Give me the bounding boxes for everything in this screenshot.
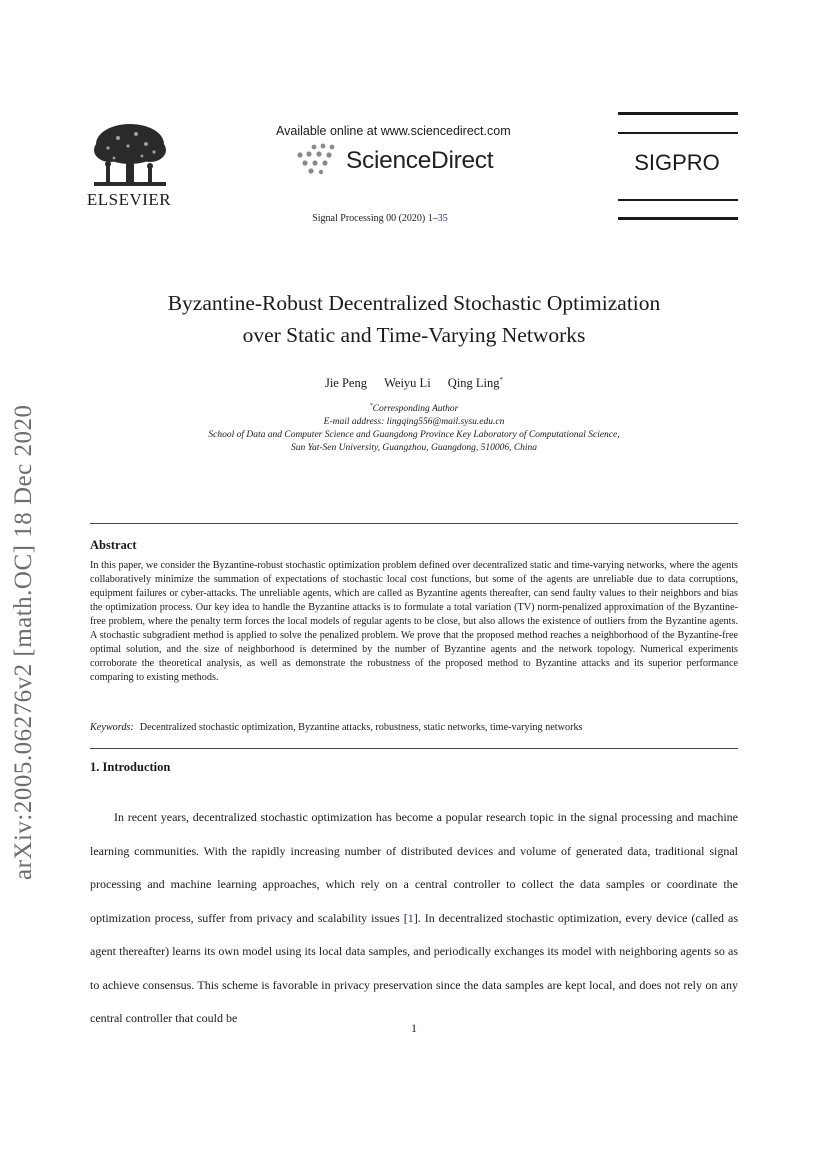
title-line-2: over Static and Time-Varying Networks: [242, 323, 586, 347]
intro-text: In recent years, decentralized stochastic optimization has become a popular research topic in the signal processing and machine learning communities. With the rapidly increasing number of distributed devices and volume of generated data, traditional signal processing and machine learning approaches, which rely on a central controller to collect the data samples or coordinate the optimization process, suffer from privacy and scalability issues [: [90, 810, 738, 925]
page-number: 1: [411, 1021, 417, 1035]
elsevier-tree-logo: [88, 120, 172, 195]
publisher-name: ELSEVIER: [86, 190, 172, 209]
sciencedirect-wordmark: ScienceDirect: [346, 147, 494, 174]
corresponding-note-line: [90, 400, 738, 416]
sigpro-rule-upper: [618, 132, 738, 134]
affiliation-block: [90, 400, 738, 455]
affiliation-line-1: School of Data and Computer Science and Guangdong Province Key Laboratory of Computational Science,: [208, 430, 620, 441]
available-online-text: Available online at www.sciencedirect.com: [276, 124, 511, 138]
email-line: E-mail address: lingqing556@mail.sysu.edu.cn: [323, 417, 505, 428]
paper-title: [90, 287, 738, 351]
affiliation-line-2: Sun Yat-Sen University, Guangzhou, Guangdong, 510006, China: [290, 443, 538, 454]
corresponding-mark: *: [499, 376, 504, 384]
abstract-top-rule: [90, 523, 738, 524]
sigpro-rule-lower: [618, 199, 738, 201]
abstract-bottom-rule: [90, 748, 738, 749]
author-name: Jie Peng: [324, 376, 367, 391]
author-list: [90, 376, 738, 391]
keywords-line: [90, 722, 738, 733]
author-name-corresponding: [448, 376, 503, 390]
sciencedirect-dots-logo: [296, 142, 344, 181]
journal-citation-text: Signal Processing 00 (2020) 1–: [312, 213, 438, 224]
sigpro-rule-bottom: [618, 217, 738, 220]
journal-citation: [200, 213, 560, 224]
intro-text: ]. In decentralized stochastic optimization, every device (called as agent thereafter) learns its own model using its local data samples, and periodically exchanges its model with neighboring agents so as to achieve consensus. This scheme is favorable in privacy preservation since the data samples are kept local, and does not rely on any central controller that could be: [90, 910, 738, 1025]
corresponding-note: Corresponding Author: [372, 404, 459, 415]
sigpro-rule-top: [618, 112, 738, 115]
citation-link[interactable]: 1: [407, 910, 414, 925]
abstract-heading: Abstract: [90, 538, 137, 552]
author-name: Weiyu Li: [384, 376, 431, 391]
keywords-text: Decentralized stochastic optimization, Byzantine attacks, robustness, static networks, time-varying networks: [139, 722, 583, 733]
author-name: Qing Ling: [447, 376, 500, 391]
journal-pages-link[interactable]: 35: [437, 213, 448, 224]
arxiv-stamp: arXiv:2005.06276v2 [math.OC] 18 Dec 2020: [10, 404, 37, 880]
title-line-1: Byzantine-Robust Decentralized Stochastic Optimization: [167, 291, 661, 315]
abstract-text: In this paper, we consider the Byzantine-robust stochastic optimization problem defined over decentralized static and time-varying networks, where the agents collaboratively minimize the summation of expectations of stochastic local cost functions, but some of the agents are unreliable due to data corruptions, equipment failures or cyber-attacks. The unreliable agents, which are called as Byzantine agents thereafter, can send faulty values to their neighbors and bias the optimization process. Our key idea to handle the Byzantine attacks is to formulate a total variation (TV) norm-penalized approximation of the Byzantine-free problem, where the penalty term forces the local models of regular agents to be close, but also allows the existence of outliers from the Byzantine agents. A stochastic subgradient method is applied to solve the penalized problem. We prove that the proposed method reaches a neighborhood of the Byzantine-free optimal solution, and the size of neighborhood is determined by the number of Byzantine agents and the network topology. Numerical experiments corroborate the theoretical analysis, as well as demonstrate the robustness of the proposed method to Byzantine attacks and its superior performance comparing to existing methods.: [90, 560, 738, 683]
journal-badge: SIGPRO: [634, 150, 720, 175]
introduction-paragraph: [90, 801, 738, 1036]
keywords-label: Keywords:: [90, 722, 134, 733]
section-heading: 1. Introduction: [90, 760, 171, 774]
corresponding-mark: *: [369, 403, 373, 409]
